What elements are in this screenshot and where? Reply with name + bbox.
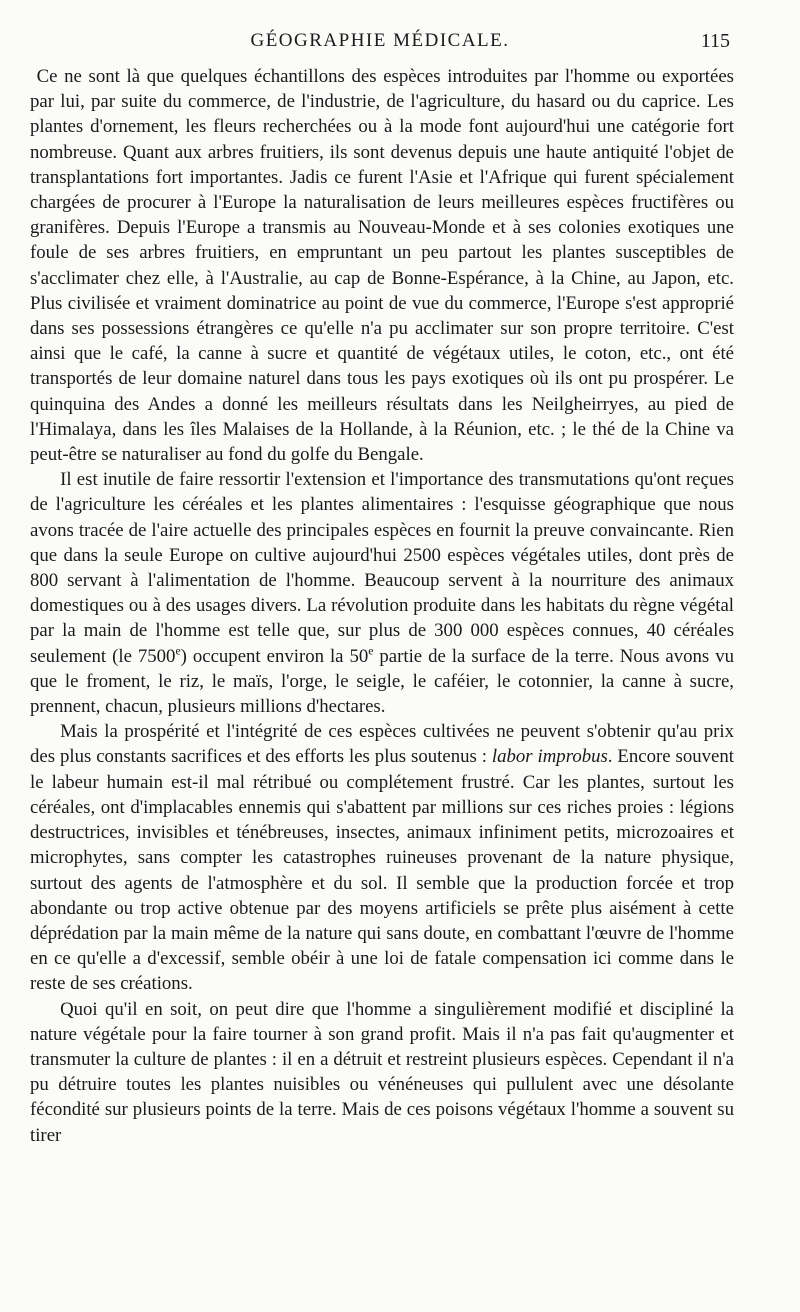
paragraph-3-after: . Encore souvent le labeur humain est-il mal rétribué ou complétement frustré. Car les plantes, surtout les céréales, ont d'implacables ennemis qui s'abattent par millions sur ces riches proies : légions destructrices, invisibles et ténébreuses, insectes, animaux infiniment petits, microzoaires et microphytes, sans compter les catastrophes ruineuses provenant de la nature physique, surtout des agents de l'atmosphère et du sol. Il semble que la production forcée et trop abondante ou trop active obtenue par des moyens artificiels se prête plus aisément à cette déprédation par la main même de la nature qui sans doute, en combattant l'œuvre de l'homme en ce qu'elle a d'excessif, semble obéir à une loi de fatale compensation ici comme dans le reste de ses créations. <box>30 746 734 995</box>
ordinal-superscript-2: e <box>368 644 374 658</box>
ordinal-superscript-1: e <box>175 644 181 658</box>
running-header <box>30 30 730 58</box>
paragraph-2-part-1: Il est inutile de faire ressortir l'extension et l'importance des transmutations qu'ont reçues de l'agriculture les céréales et les plantes alimentaires : l'esquisse géographique que nous avons tracée de l'aire actuelle des principales espèces en fournit la preuve convaincante. Rien que dans la seule Europe on cultive aujourd'hui 2500 espèces végétales utiles, dont près de 800 servant à l'alimentation de l'homme. Beaucoup servent à la nourriture des animaux domestiques ou à des usages divers. La révolution produite dans les habitats du règne végétal par la main de l'homme est telle que, sur plus de 300 000 espèces connues, 40 céréales seulement (le 7500 <box>30 469 734 667</box>
paragraph-2 <box>30 467 734 719</box>
paragraph-4: Quoi qu'il en soit, on peut dire que l'homme a singulièrement modifié et discipliné la nature végétale pour la faire tourner à son grand profit. Mais il n'a pas fait qu'augmenter et transmuter la culture de plantes : il en a détruit et restreint plusieurs espèces. Cependant il n'a pu détruire toutes les plantes nuisibles ou vénéneuses qui pullulent avec une désolante fécondité sur plusieurs points de la terre. Mais de ces poisons végétaux l'homme a souvent su tirer <box>30 998 734 1146</box>
running-title: GÉOGRAPHIE MÉDICALE. <box>250 30 510 51</box>
page-number: 115 <box>700 30 730 52</box>
latin-phrase: labor improbus <box>491 746 608 768</box>
body-text <box>30 64 734 1148</box>
paragraph-2-part-3: partie de la surface de la terre. Nous avons vu que le froment, le riz, le maïs, l'orge, le seigle, le caféier, le cotonnier, la canne à sucre, prennent, chacun, plusieurs millions d'hectares. <box>30 645 734 718</box>
paragraph-3 <box>30 719 734 996</box>
paragraph-3-before: Mais la prospérité et l'intégrité de ces espèces cultivées ne peuvent s'obtenir qu'au prix des plus constants sacrifices et des efforts les plus soutenus : <box>30 721 734 768</box>
paragraph-1: Ce ne sont là que quelques échantillons des espèces introduites par l'homme ou exportées par lui, par suite du commerce, de l'industrie, de l'agriculture, du hasard ou du caprice. Les plantes d'ornement, les fleurs recherchées ou à la mode font aujourd'hui une catégorie fort nombreuse. Quant aux arbres fruitiers, ils sont devenus depuis une haute antiquité l'objet de transplantations fort importantes. Jadis ce furent l'Asie et l'Afrique qui furent spécialement chargées de procurer à l'Europe la naturalisation de leurs meilleures espèces fructifères ou granifères. Depuis l'Europe a transmis au Nouveau-Monde et à ses colonies exotiques une foule de ses arbres fruitiers, en empruntant un peu partout les plantes susceptibles de s'acclimater chez elle, à l'Australie, au cap de Bonne-Espérance, à la Chine, au Japon, etc. Plus civilisée et vraiment dominatrice au point de vue du commerce, l'Europe s'est approprié dans ses possessions étrangères ce qu'elle n'a pu acclimater sur son propre territoire. C'est ainsi que le café, la canne à sucre et quantité de végétaux utiles, le coton, etc., ont été transportés de leur domaine naturel dans tous les pays exotiques où ils ont pu prospérer. Le quinquina des Andes a donné les meilleurs résultats dans les Neilgheirryes, au pied de l'Himalaya, dans les îles Malaises de la Hollande, à la Réunion, etc. ; le thé de la Chine va peut-être se naturaliser au fond du golfe du Bengale. <box>30 66 734 466</box>
paragraph-2-part-2: ) occupent environ la 50 <box>180 645 369 667</box>
